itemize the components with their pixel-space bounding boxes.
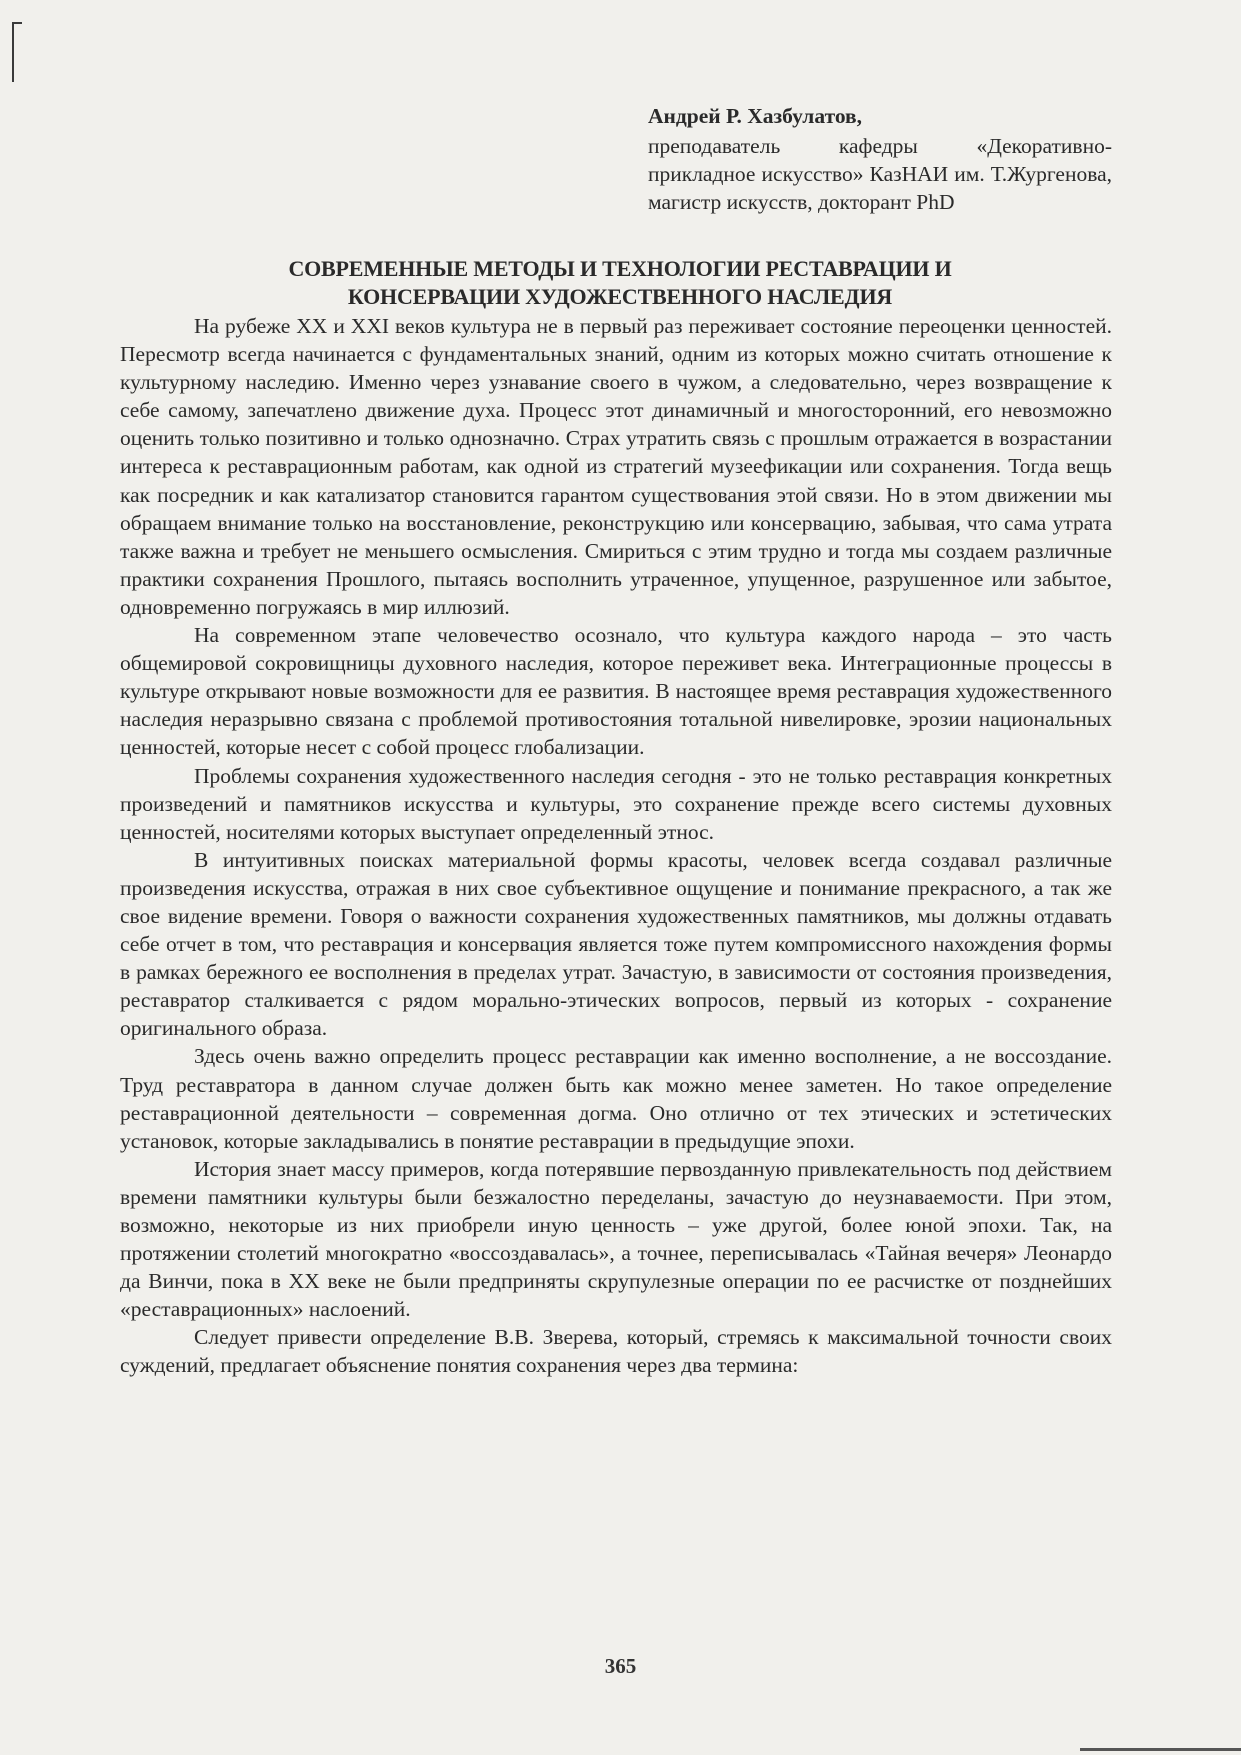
article-title-line-2: КОНСЕРВАЦИИ ХУДОЖЕСТВЕННОГО НАСЛЕДИЯ bbox=[347, 284, 893, 309]
author-position: преподаватель кафедры «Декоративно-прикладное искусство» КазНАИ им. Т.Жургенова, магистр искусств, докторант PhD bbox=[648, 134, 1112, 214]
author-name: Андрей Р. Хазбулатов, bbox=[648, 104, 863, 128]
article-title-line-1: СОВРЕМЕННЫЕ МЕТОДЫ И ТЕХНОЛОГИИ РЕСТАВРАЦИИ И bbox=[288, 256, 952, 281]
article-body bbox=[120, 312, 1112, 1380]
scan-edge-mark bbox=[12, 22, 14, 82]
paragraph: В интуитивных поисках материальной формы красоты, человек всегда создавал различные произведения искусства, отражая в них свое субъективное ощущение и понимание прекрасного, а так же свое видение времени. Говоря о важности сохранения художественных памятников, мы должны отдавать себе отчет в том, что реставрация и консервация является тоже путем компромиссного нахождения формы в рамках бережного ее восполнения в пределах утрат. Зачастую, в зависимости от состояния произведения, реставратор сталкивается с рядом морально-этических вопросов, первый из которых - сохранение оригинального образа. bbox=[120, 847, 1112, 1041]
page-number: 365 bbox=[604, 1654, 637, 1678]
author-block bbox=[648, 102, 1112, 216]
scan-edge-mark-bottom bbox=[1080, 1748, 1241, 1751]
scan-edge-mark-top bbox=[12, 22, 22, 24]
paragraph: На рубеже XX и XXI веков культура не в первый раз переживает состояние переоценки ценностей. Пересмотр всегда начинается с фундаментальных знаний, одним из которых можно считать отношение к культурному наследию. Именно через узнавание своего в чужом, а следовательно, через возвращение к себе самому, запечатлено движение духа. Процесс этот динамичный и многосторонний, его невозможно оценить только позитивно и только однозначно. Страх утратить связь с прошлым отражается в возрастании интереса к реставрационным работам, как одной из стратегий музеефикации или сохранения. Тогда вещь как посредник и как катализатор становится гарантом существования этой связи. Но в этом движении мы обращаем внимание только на восстановление, реконструкцию или консервацию, забывая, что сама утрата также важна и требует не меньшего осмысления. Смириться с этим трудно и тогда мы создаем различные практики сохранения Прошлого, пытаясь восполнить утраченное, упущенное, разрушенное или забытое, одновременно погружаясь в мир иллюзий. bbox=[120, 314, 1112, 619]
paragraph: Здесь очень важно определить процесс реставрации как именно восполнение, а не воссоздание. Труд реставратора в данном случае должен быть как можно менее заметен. Но такое определение реставрационной деятельности – современная догма. Оно отлично от тех этических и эстетических установок, которые закладывались в понятие реставрации в предыдущие эпохи. bbox=[120, 1044, 1112, 1153]
paragraph: История знает массу примеров, когда потерявшие первозданную привлекательность под действием времени памятники культуры были безжалостно переделаны, зачастую до неузнаваемости. При этом, возможно, некоторые из них приобрели иную ценность – уже другой, более юной эпохи. Так, на протяжении столетий многократно «воссоздавалась», а точнее, переписывалась «Тайная вечеря» Леонардо да Винчи, пока в XX веке не были предприняты скрупулезные операции по ее расчистке от позднейших «реставрационных» наслоений. bbox=[120, 1156, 1112, 1322]
paragraph: Проблемы сохранения художественного наследия сегодня - это не только реставрация конкретных произведений и памятников искусства и культуры, это сохранение прежде всего системы духовных ценностей, носителями которых выступает определенный этнос. bbox=[120, 763, 1112, 844]
paragraph: Следует привести определение В.В. Зверева, который, стремясь к максимальной точности своих суждений, предлагает объяснение понятия сохранения через два термина: bbox=[120, 1325, 1112, 1378]
article-title bbox=[120, 255, 1120, 311]
paragraph: На современном этапе человечество осознало, что культура каждого народа – это часть общемировой сокровищницы духовного наследия, которое переживет века. Интеграционные процессы в культуре открывают новые возможности для ее развития. В настоящее время реставрация художественного наследия неразрывно связана с проблемой противостояния тотальной нивелировке, эрозии национальных ценностей, которые несет с собой процесс глобализации. bbox=[120, 623, 1112, 760]
